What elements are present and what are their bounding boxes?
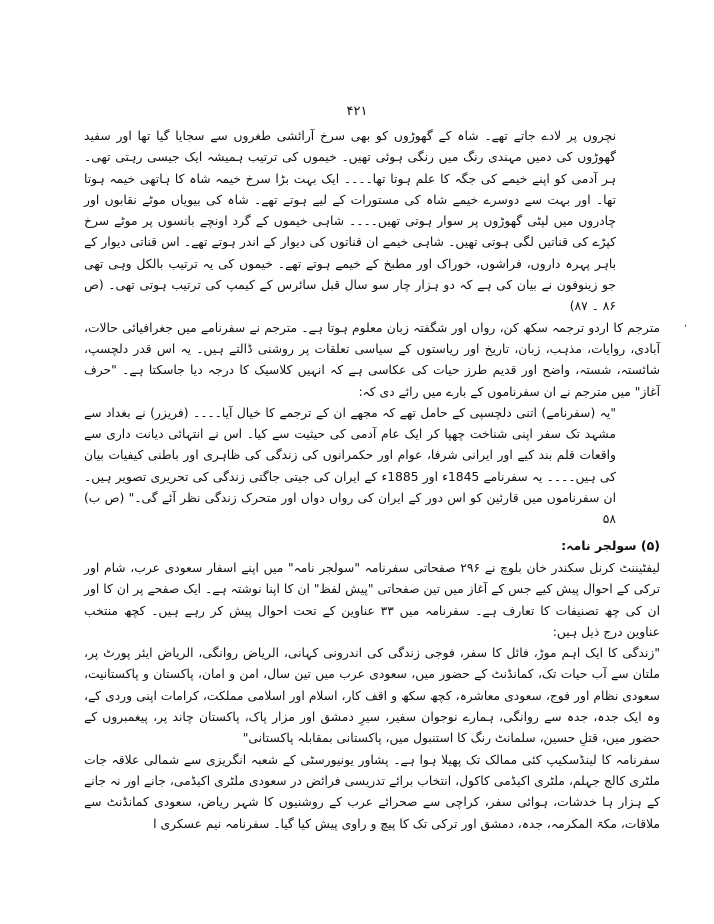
section-heading-soldier-nama: (۵) سولجر نامہ: [561,537,660,553]
quoted-chapter-titles: "زندگی کا ایک اہم موڑ، فائل کا سفر، فوجی زندگی کی اندرونی کہانی، الریاض روانگی، الریاض ایئر پورٹ پر، ملتان سے آب حیات تک، کمانڈنٹ کے حضور میں، سعودی عرب میں تین سال، امن و امان، پاکستان و پاکستانیت، سعودی نظام اور فوج، سعودی معاشرہ، کچھ سکھ و اقف کار، اسلام اور اسلامی مملکت، کرامات اپنی وردی کے، وہ ایک جدہ، جدہ سے روانگی، ہمارے نوجوان سفیر، سیرِ دمشق اور مزار پاک، پاکستان چاند پر، پیغمبروں کے حضور میں، قتلِ حسین، سلمانٹ رنگ کا استنبول میں، پاکستانی بمقابلہ پاکستانی" [84,646,660,746]
page-number: ۴۲۱ [346,104,368,119]
quoted-passage-shah-camp: نچروں پر لادے جاتے تھے۔ شاہ کے گھوڑوں کو بھی سرخ آرائشی طغروں سے سجایا گیا تھا اور سفید گھوڑوں کی دمیں مہندی رنگ میں رنگی ہوئی تھیں۔ خیموں کی ترتیب ہمیشہ ایک جیسی رہتی تھی۔ ہر آدمی کو اپنے خیمے کی جگہ کا علم ہوتا تھا۔۔۔۔ ایک بہت بڑا سرخ خیمہ شاہ کا ہاتھی خیمہ ہوتا تھا۔ اور بہت سے دوسرے خیمے شاہ کی مستورات کے لیے ہوتے تھے۔ شاہ کی بیویاں موٹے نقابوں اور چادروں میں لپٹی گھوڑوں پر سوار ہوتی تھیں۔۔۔۔ شاہی خیموں کے گرد اونچے بانسوں پر موٹے سرخ کپڑے کی قناتیں لگی ہوتی تھیں۔ شاہی خیمے ان قناتوں کی دیوار کے اندر ہوتے تھے۔ اس قناتی دیوار کے باہر پہرہ داروں، فراشوں، خوراک اور مطبخ کے خیمے ہوتے تھے۔ خیموں کی یہ ترتیب بالکل وہی تھی جو زینوفون نے بیان کی ہے کہ دو ہزار چار سو سال قبل سائرس کے کیمپ کی ترتیب ہوتی تھی۔ (ص ۸۶ ۔ ۸۷) [84,129,616,314]
paragraph-book-introduction: لیفٹیننٹ کرنل سکندر خان بلوچ نے ۲۹۶ صفحاتی سفرنامہ "سولجر نامہ" میں اپنے اسفار سعودی عرب، شام اور ترکی کے احوال پیش کیے جس کے آغاز میں تین صفحاتی "پیش لفظ" ان کا اپنا نوشتہ ہے۔ ایک صفحے پر ان کا اور ان کی چھ تصنیفات کا تعارف ہے۔ سفرنامہ میں ۳۳ عناوین کے تحت احوال پیش کر رہے ہیں۔ کچھ منتخب عناوین درج ذیل ہیں: [84,560,660,639]
paragraph-landscape: سفرنامہ کا لینڈسکیپ کئی ممالک تک پھیلا ہوا ہے۔ پشاور یونیورسٹی کے شعبہ انگریزی سے شمالی علاقہ جات ملٹری کالج جہلم، ملٹری اکیڈمی کاکول، انتخاب برائے تدریسی فرائض در سعودی ملٹری اکیڈمی، جانے اور نہ جانے کے ہزار ہا خدشات، ہوائی سفر، کراچی سے صحرائے عرب کے روشنیوں کا شہر ریاض، سعودی کمانڈنٹ سے ملاقات، مکۃ المکرمہ، جدہ، دمشق اور ترکی تک کا پیچ و راوی پیش کیا گیا۔ سفرنامہ نیم عسکری ا [84,752,660,831]
margin-mark: , [684,318,688,329]
body-text [84,126,660,835]
quoted-passage-preface: "یہ (سفرنامے) اتنی دلچسپی کے حامل تھے کہ مجھے ان کے ترجمے کا خیال آیا۔۔۔۔ (فریزر) نے بغداد سے مشہد تک سفر اپنی شناخت چھپا کر ایک عام آدمی کی حیثیت سے کیا۔ اس نے انتہائی دیانت داری سے واقعات قلم بند کیے اور ایرانی شرفا، عوام اور حکمرانوں کی زندگی کی ظاہری اور باطنی کیفیات بیان کی ہیں۔۔۔۔ یہ سفرنامے 1845ء اور 1885ء کے ایران کی جیتی جاگتی زندگی کی تحریری تصویر ہیں۔ ان سفرناموں میں قارئین کو اس دور کے ایران کی رواں دواں اور متحرک زندگی نظر آئے گی۔" (ص ب) ۵۸ [84,405,616,527]
paragraph-translator-language: مترجم کا اردو ترجمہ سکھ کن، رواں اور شگفتہ زبان معلوم ہوتا ہے۔ مترجم نے سفرنامے میں جغرافیائی حالات، آبادی، روایات، مذہب، زبان، تاریخ اور ریاستوں کے سیاسی تعلقات پر روشنی ڈالتے ہیں۔ یہ اس قدر دلچسپ، شائستہ، شستہ، واضح اور قدیم طرز حیات کی عکاسی ہے کہ انہیں کلاسیک کا درجہ دیا جاسکتا ہے۔ "حرف آغاز" میں مترجم نے ان سفرناموں کے بارے میں رائے دی کہ: [84,320,660,399]
